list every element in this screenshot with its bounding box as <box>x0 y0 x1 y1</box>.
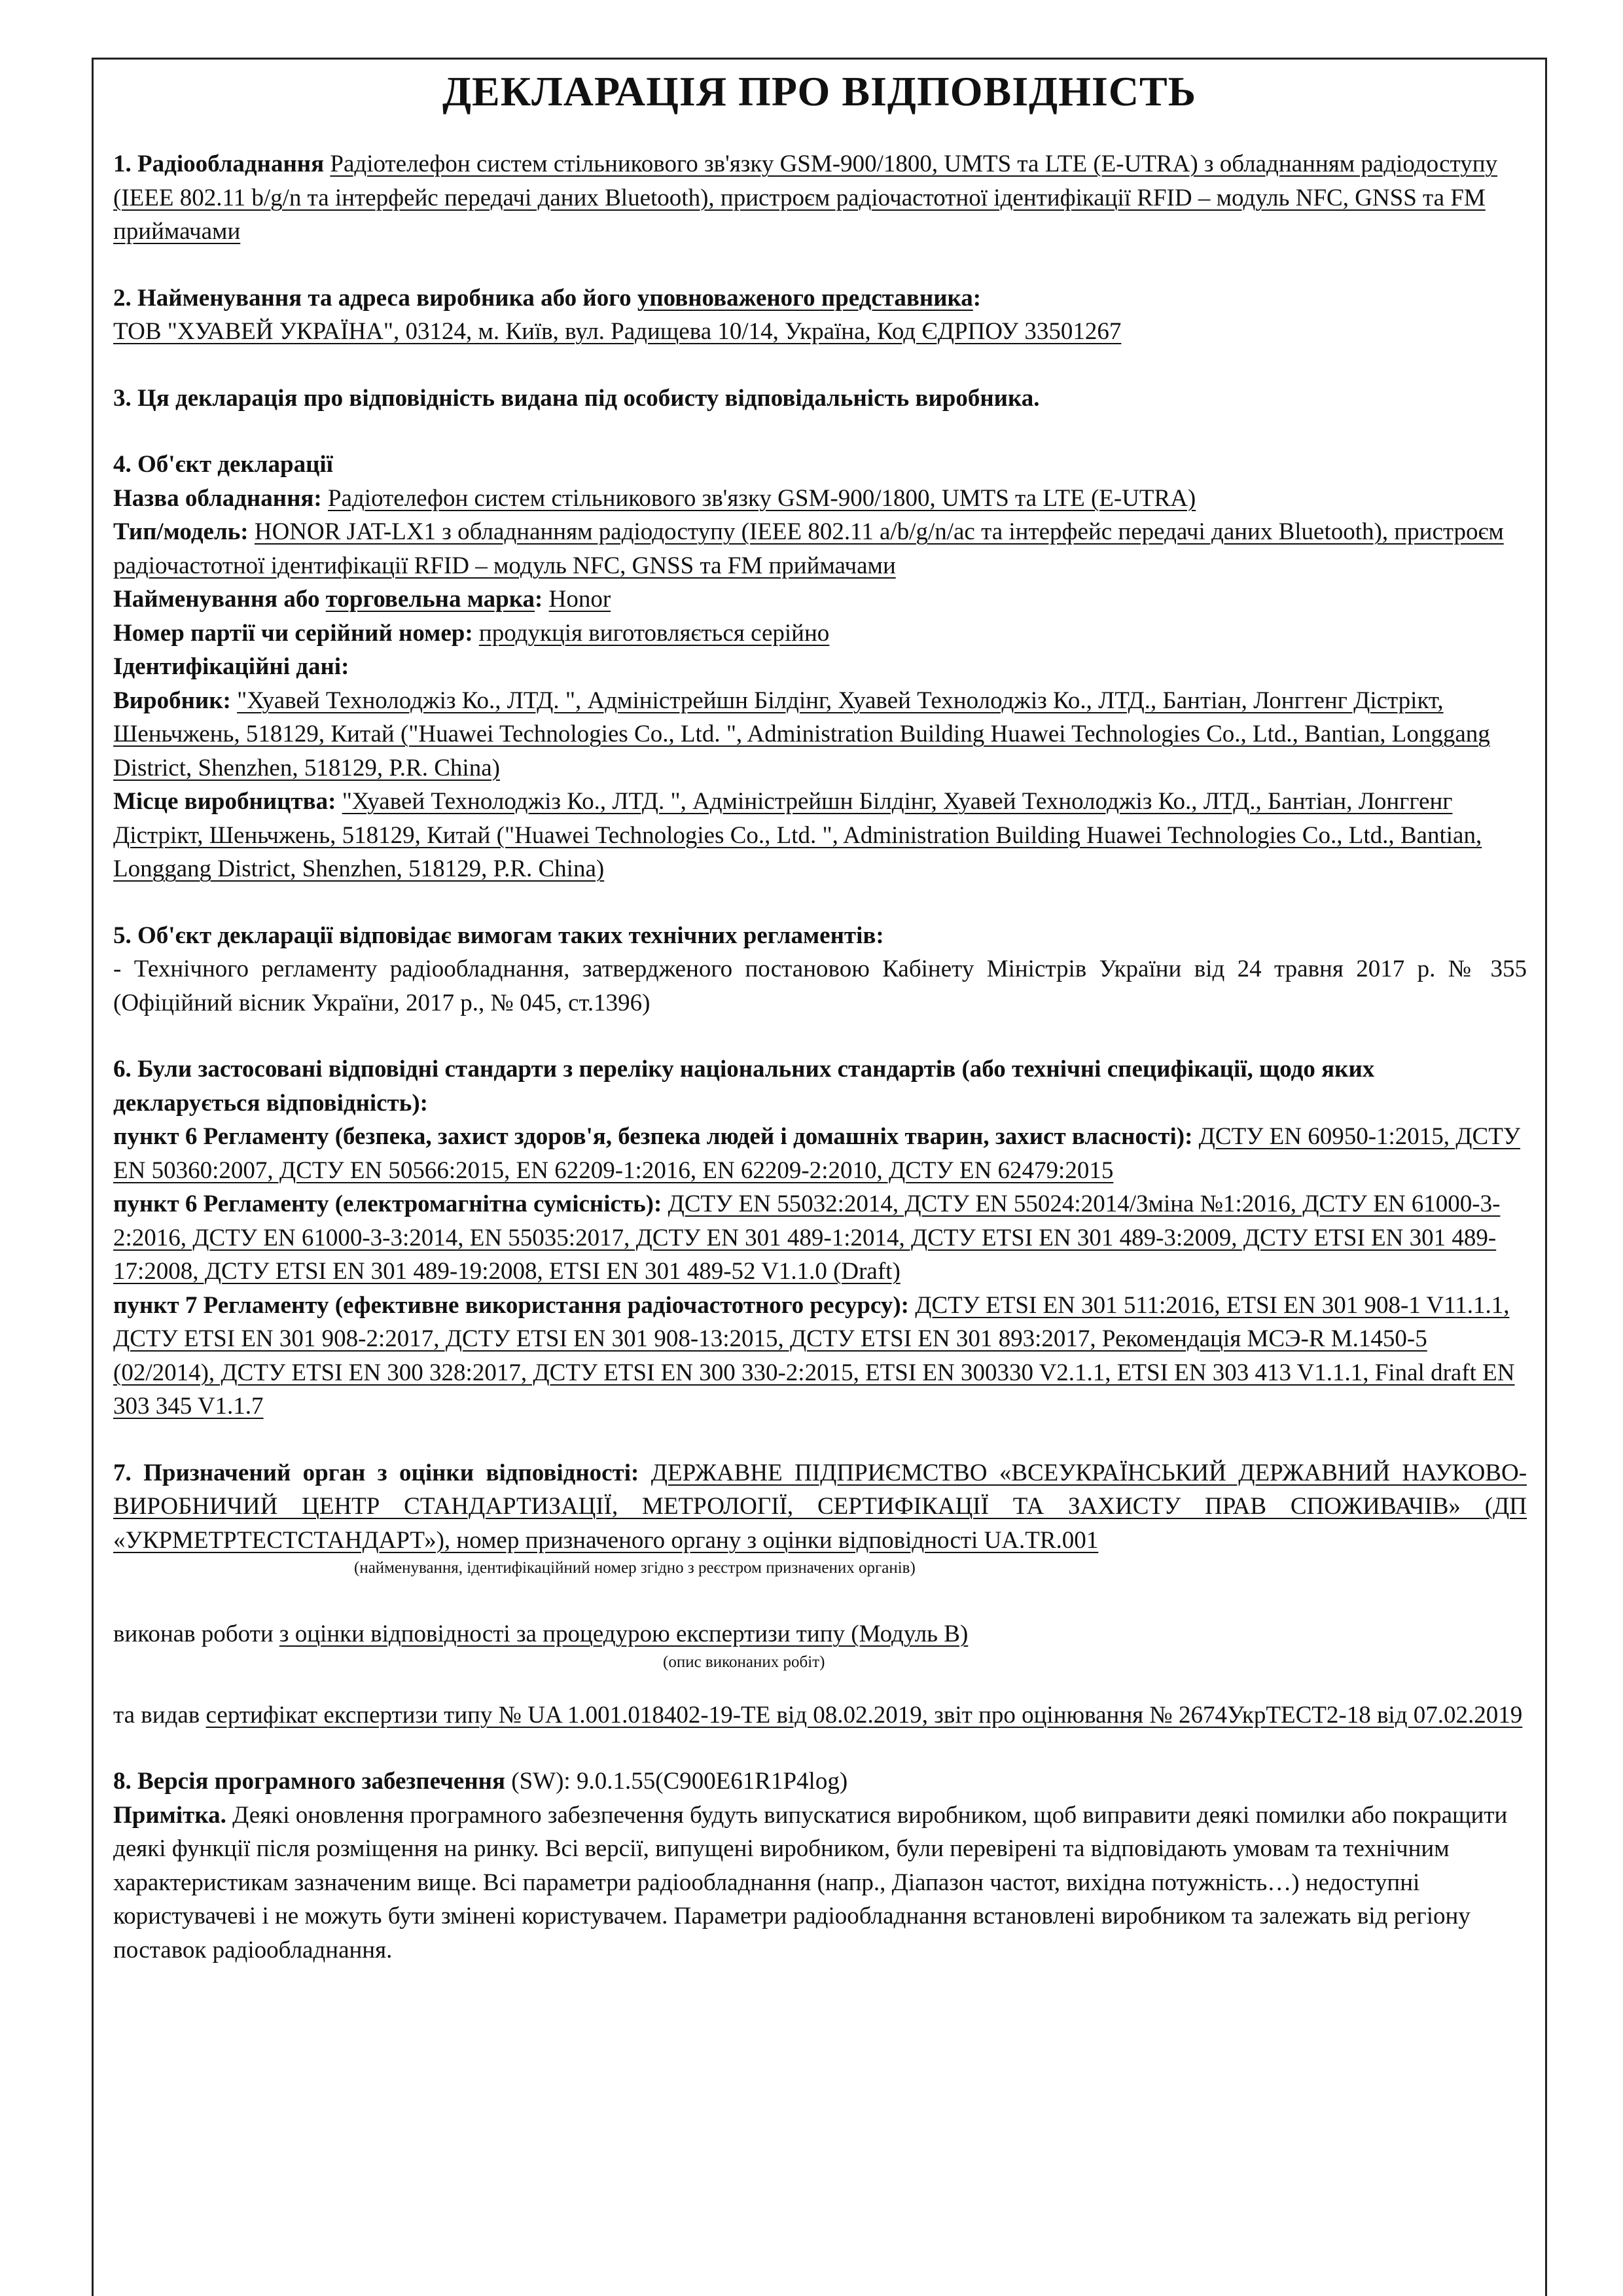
certificate-prefix: та видав <box>113 1701 200 1729</box>
section-1 <box>113 147 1527 249</box>
note-text: Деякі оновлення програмного забезпечення будуть випускатися виробником, щоб виправити деякі помилки або покращити деякі функції після розміщення на ринку. Всі версії, випущені виробником, були перевірені та відповідають умовам та технічним характеристикам зазначеним вище. Всі параметри радіообладнання (напр., Діапазон частот, вихідна потужність…) недоступні користувачеві і не можуть бути змінені користувачем. Параметри радіообладнання встановлені виробником та залежать від регіону поставок радіообладнання. <box>113 1801 1508 1964</box>
software-version: (SW): 9.0.1.55(C900E61R1P4log) <box>511 1768 848 1795</box>
standards-emc-label: пункт 6 Регламенту (електромагнітна сумісність): <box>113 1191 662 1217</box>
section-5-text: - Технічного регламенту радіообладнання, затвердженого постановою Кабінету Міністрів України від 24 травня 2017 р. № 355 (Офіційний вісник України, 2017 р., № 045, ст.1396) <box>113 956 1527 1016</box>
section-6-heading <box>113 1052 1527 1120</box>
ident-row <box>113 650 1527 684</box>
section-8-label: 8. Версія програмного забезпечення <box>113 1768 506 1795</box>
equipment-name-label: Назва обладнання: <box>113 484 322 512</box>
standards-radio-value: ДСТУ ETSI EN 301 511:2016, ETSI EN 301 908-1 V11.1.1, ДСТУ ETSI EN 301 908-2:2017, ДСТУ ETSI EN 301 908-13:2015, ДСТУ ETSI EN 301 893:2017, Рекомендація МСЭ-R M.1450-5 (02/2014), ДСТУ ETSI EN 300 328:2017, ДСТУ ETSI EN 300 330-2:2015, ETSI EN 300330 V2.1.1, ETSI EN 303 413 V1.1.1, Final draft EN 303 345 V1.1.7 <box>113 1291 1515 1420</box>
ident-label: Ідентифікаційні дані: <box>113 653 349 680</box>
section-3-text: 3. Ця декларація про відповідність видана під особисту відповідальність виробника. <box>113 384 1040 412</box>
equipment-name-row <box>113 482 1527 516</box>
manufacturer-value: "Хуавей Технолоджіз Ко., ЛТД. ", Адміністрейшн Білдінг, Хуавей Технолоджіз Ко., ЛТД., Бантіан, Лонггенг Дістрікт, Шеньчжень, 518129, Китай ("Huawei Technologies Co., Ltd. ", Administration Building Huawei Technologies Co., Ltd., Bantian, Longgang District, Shenzhen, 518129, P.R. China) <box>113 687 1490 781</box>
model-value: HONOR JAT-LX1 з обладнанням радіодоступу (IEEE 802.11 a/b/g/n/ac та інтерфейс передачі даних Bluetooth), пристроєм радіочастотної ідентифікації RFID – модуль NFC, GNSS та FM приймачами <box>113 518 1504 579</box>
standards-safety-label: пункт 6 Регламенту (безпека, захист здоров'я, безпека людей і домашніх тварин, захист власності): <box>113 1123 1193 1150</box>
standards-safety-value: ДСТУ EN 60950-1:2015, ДСТУ EN 50360:2007, ДСТУ EN 50566:2015, EN 62209-1:2016, EN 62209-2:2010, ДСТУ EN 62479:2015 <box>113 1123 1521 1184</box>
brand-colon: : <box>535 586 543 613</box>
section-8 <box>113 1765 1527 1799</box>
section-2-colon: : <box>972 284 982 312</box>
section-5-heading <box>113 919 1527 953</box>
standards-safety <box>113 1120 1527 1187</box>
brand-row <box>113 583 1527 617</box>
brand-label: Найменування або <box>113 586 320 613</box>
section-7 <box>113 1456 1527 1558</box>
section-2-label-underlined: уповноваженого представника <box>637 284 973 312</box>
batch-value: продукція виготовляється серійно <box>478 619 830 647</box>
production-place-row <box>113 785 1527 886</box>
production-place-value: "Хуавей Технолоджіз Ко., ЛТД. ", Адміністрейшн Білдінг, Хуавей Технолоджіз Ко., ЛТД., Бантіан, Лонггенг Дістрікт, Шеньчжень, 518129, Китай ("Huawei Technologies Co., Ltd. ", Administration Building Huawei Technologies Co., Ltd., Bantian, Longgang District, Shenzhen, 518129, P.R. China) <box>113 788 1482 882</box>
standards-emc-value: ДСТУ EN 55032:2014, ДСТУ EN 55024:2014/Зміна №1:2016, ДСТУ EN 61000-3-2:2016, ДСТУ EN 61000-3-3:2014, EN 55035:2017, ДСТУ EN 301 489-1:2014, ДСТУ ETSI EN 301 489-3:2009, ДСТУ ETSI EN 301 489-17:2008, ДСТУ ETSI EN 301 489-19:2008, ETSI EN 301 489-52 V1.1.0 (Draft) <box>113 1191 1501 1285</box>
document-title: ДЕКЛАРАЦІЯ ПРО ВІДПОВІДНІСТЬ <box>442 68 1197 115</box>
batch-row <box>113 617 1527 651</box>
standards-radio <box>113 1289 1527 1424</box>
note <box>113 1799 1527 1967</box>
manufacturer-label: Виробник: <box>113 687 231 714</box>
section-1-label: 1. Радіообладнання <box>113 151 325 177</box>
section-7-label: 7. Призначений орган з оцінки відповідності: <box>113 1459 639 1486</box>
works-value: з оцінки відповідності за процедурою експертизи типу (Модуль B) <box>279 1621 969 1647</box>
brand-label-underlined: торговельна марка <box>325 586 535 613</box>
standards-radio-label: пункт 7 Регламенту (ефективне використання радіочастотного ресурсу): <box>113 1291 909 1319</box>
caption-notified-body: (найменування, ідентифікаційний номер згідно з реєстром призначених органів) <box>354 1559 916 1577</box>
note-label: Примітка. <box>113 1801 226 1829</box>
batch-label: Номер партії чи серійний номер: <box>113 619 473 647</box>
works-row <box>113 1617 1527 1651</box>
equipment-name-value: Радіотелефон систем стільникового зв'язку GSM-900/1800, UMTS та LTE (E-UTRA) <box>327 484 1196 512</box>
certificate-value: сертифікат експертизи типу № UA 1.001.018402-19-TE від 08.02.2019, звіт про оцінювання № 2674УкрТЕСТ2-18 від 07.02.2019 <box>205 1701 1523 1729</box>
document-body <box>113 147 1527 1967</box>
section-2-value: ТОВ "ХУАВЕЙ УКРАЇНА", 03124, м. Київ, вул. Радищева 10/14, Україна, Код ЄДРПОУ 33501267 <box>113 318 1122 345</box>
section-4-title: 4. Об'єкт декларації <box>113 451 333 478</box>
section-1-value: Радіотелефон систем стільникового зв'язку GSM-900/1800, UMTS та LTE (E-UTRA) з обладнанням радіодоступу (IEEE 802.11 b/g/n та інтерфейс передачі даних Bluetooth), пристроєм радіочастотної ідентифікації RFID – модуль NFC, GNSS та FM приймачами <box>113 151 1497 245</box>
standards-emc <box>113 1187 1527 1289</box>
brand-value: Honor <box>548 586 611 613</box>
section-2-value-line <box>113 315 1527 349</box>
section-4-heading <box>113 448 1527 482</box>
manufacturer-row <box>113 684 1527 785</box>
works-prefix: виконав роботи <box>113 1621 274 1647</box>
section-6-title: 6. Були застосовані відповідні стандарти з переліку національних стандартів (або технічні специфікації, щодо яких декларується відповідність): <box>113 1056 1375 1117</box>
section-3 <box>113 382 1527 416</box>
section-2-heading <box>113 281 1527 315</box>
caption-works: (опис виконаних робіт) <box>663 1653 825 1671</box>
model-row <box>113 515 1527 583</box>
section-2-label: 2. Найменування та адреса виробника або його <box>113 284 632 312</box>
section-5-title: 5. Об'єкт декларації відповідає вимогам таких технічних регламентів: <box>113 922 884 949</box>
certificate-row <box>113 1698 1527 1732</box>
model-label: Тип/модель: <box>113 518 249 545</box>
document-frame <box>92 58 1547 2296</box>
production-place-label: Місце виробництва: <box>113 788 336 815</box>
section-7-value: ДЕРЖАВНЕ ПІДПРИЄМСТВО «ВСЕУКРАЇНСЬКИЙ ДЕРЖАВНИЙ НАУКОВО-ВИРОБНИЧИЙ ЦЕНТР СТАНДАРТИЗАЦІЇ, МЕТРОЛОГІЇ, СЕРТИФІКАЦІЇ ТА ЗАХИСТУ ПРАВ СПОЖИВАЧІВ» (ДП «УКРМЕТРТЕСТСТАНДАРТ»), номер призначеного органу з оцінки відповідності UA.TR.001 <box>113 1459 1527 1554</box>
